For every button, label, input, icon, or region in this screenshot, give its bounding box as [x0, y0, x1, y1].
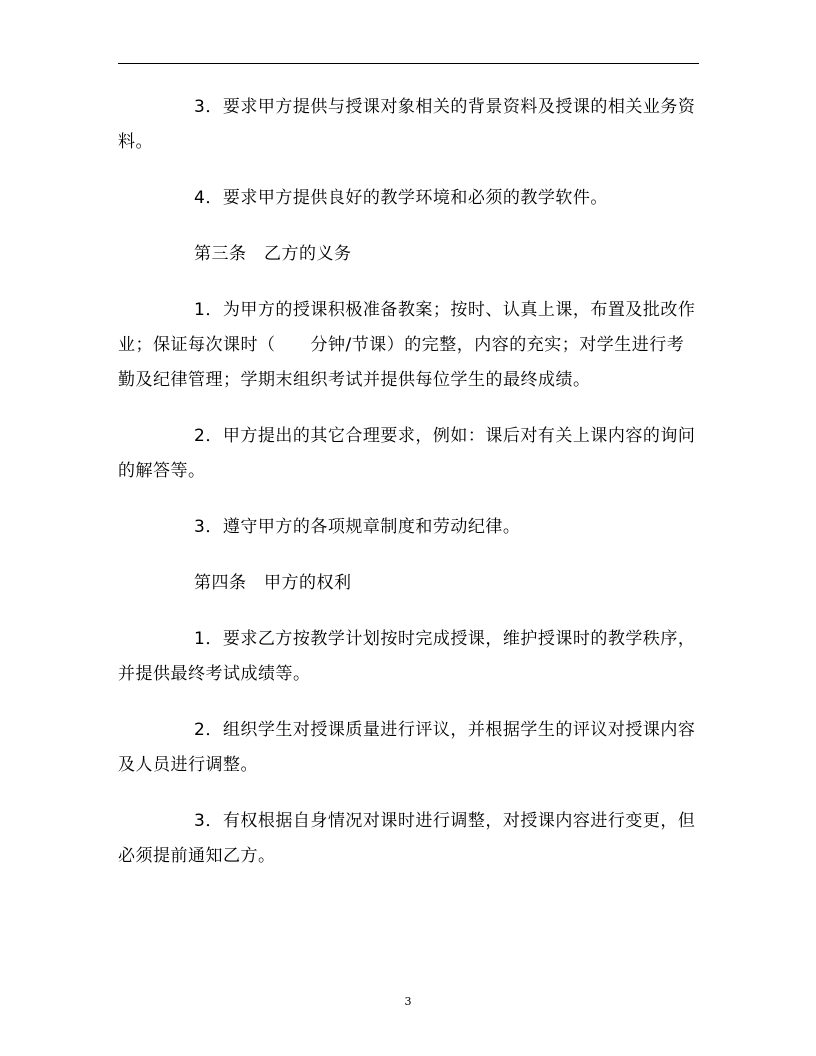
paragraph-clause-4-item-2: 2．组织学生对授课质量进行评议，并根据学生的评议对授课内容及人员进行调整。: [118, 720, 696, 775]
paragraph-clause-3-item-3: 3．遵守甲方的各项规章制度和劳动纪律。: [194, 517, 521, 537]
paragraph-clause-4-item-3: 3．有权根据自身情况对课时进行调整，对授课内容进行变更，但必须提前通知乙方。: [118, 811, 696, 866]
paragraph-clause-3-item-1: 1．为甲方的授课积极准备教案；按时、认真上课，布置及批改作业；保证每次课时（ 分钟/节课）的完整，内容的充实；对学生进行考勤及纪律管理；学期末组织考试并提供每位学生的最终成绩。: [118, 300, 696, 390]
page-number: 3: [404, 995, 412, 1008]
paragraph-clause-2-item-4: 4．要求甲方提供良好的教学环境和必须的教学软件。: [194, 188, 608, 208]
article-3-heading: 第三条 乙方的义务: [194, 244, 352, 264]
document-body: [118, 90, 700, 874]
paragraph-clause-4-item-1: 1．要求乙方按教学计划按时完成授课，维护授课时的教学秩序，并提供最终考试成绩等。: [118, 629, 696, 684]
paragraph-clause-3-item-2: 2．甲方提出的其它合理要求，例如：课后对有关上课内容的询问的解答等。: [118, 426, 696, 481]
article-4-heading: 第四条 甲方的权利: [194, 573, 352, 593]
paragraph-clause-2-item-3: 3．要求甲方提供与授课对象相关的背景资料及授课的相关业务资料。: [118, 97, 696, 152]
header-rule: [118, 63, 699, 64]
